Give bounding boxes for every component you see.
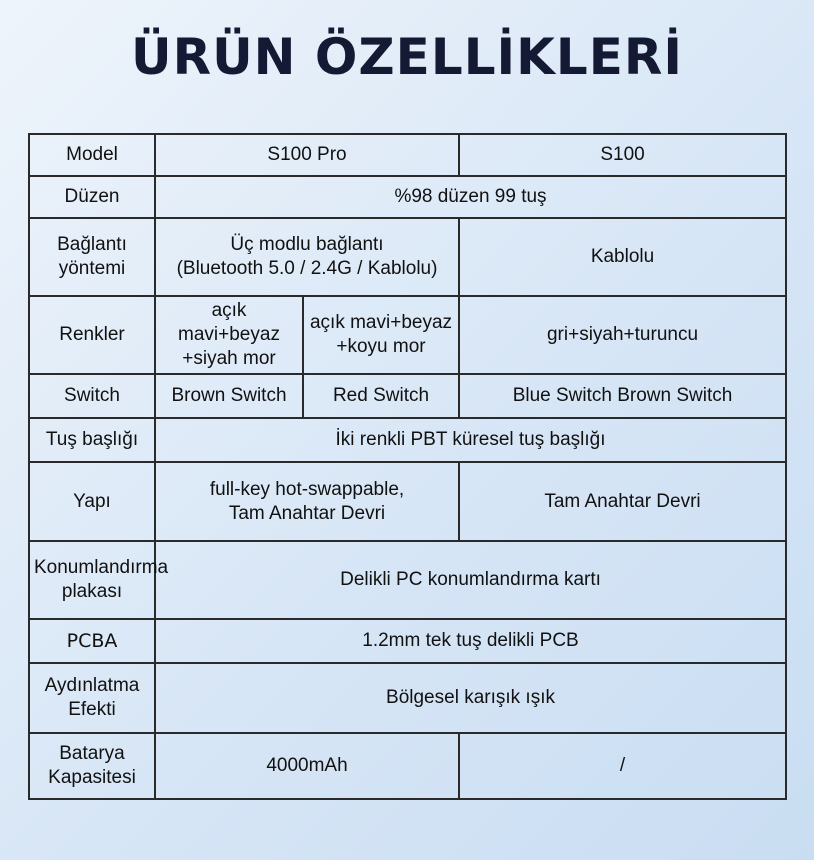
switch-brown: Brown Switch	[155, 374, 303, 418]
row-label-switch: Switch	[29, 374, 155, 418]
duzen-value: %98 düzen 99 tuş	[155, 176, 786, 218]
value-line: Üç modlu bağlantı	[230, 234, 384, 255]
yapi-s100: Tam Anahtar Devri	[459, 462, 786, 541]
row-label-renkler: Renkler	[29, 296, 155, 374]
label-line: Aydınlatma	[44, 675, 140, 696]
table-row	[29, 418, 786, 462]
row-label-batarya	[29, 733, 155, 799]
row-label-aydinlatma	[29, 663, 155, 733]
row-label-pcba: PCBA	[29, 619, 155, 663]
value-line: +koyu mor	[336, 336, 426, 357]
label-line: plakası	[61, 581, 123, 602]
switch-red: Red Switch	[303, 374, 459, 418]
row-label-yapi: Yapı	[29, 462, 155, 541]
table-row	[29, 462, 786, 541]
row-label-tus-basligi: Tuş başlığı	[29, 418, 155, 462]
header-s100: S100	[459, 134, 786, 176]
renk-red	[303, 296, 459, 374]
value-line: Tam Anahtar Devri	[228, 502, 386, 524]
value-line: full-key hot-swappable,	[209, 478, 405, 500]
value-line: açık mavi+beyaz	[309, 312, 453, 333]
renk-brown	[155, 296, 303, 374]
aydinlatma-value: Bölgesel karışık ışık	[155, 663, 786, 733]
baglanti-s100: Kablolu	[459, 218, 786, 296]
row-label-duzen: Düzen	[29, 176, 155, 218]
header-s100-pro: S100 Pro	[155, 134, 459, 176]
renk-s100: gri+siyah+turuncu	[459, 296, 786, 374]
table-row	[29, 374, 786, 418]
table-row	[29, 176, 786, 218]
row-label-model: Model	[29, 134, 155, 176]
yapi-s100-pro	[155, 462, 459, 541]
switch-s100: Blue Switch Brown Switch	[459, 374, 786, 418]
batarya-s100-pro: 4000mAh	[155, 733, 459, 799]
batarya-s100: /	[459, 733, 786, 799]
table-row	[29, 619, 786, 663]
label-line: Kapasitesi	[48, 767, 136, 788]
pcba-value: 1.2mm tek tuş delikli PCB	[155, 619, 786, 663]
spec-table	[28, 133, 787, 800]
label-line: Konumlandırma	[34, 557, 169, 578]
konumlandirma-value: Delikli PC konumlandırma kartı	[155, 541, 786, 619]
value-line: (Bluetooth 5.0 / 2.4G / Kablolu)	[176, 258, 438, 279]
tus-basligi-value: İki renkli PBT küresel tuş başlığı	[155, 418, 786, 462]
table-row	[29, 733, 786, 799]
table-row	[29, 663, 786, 733]
table-row	[29, 134, 786, 176]
value-line: +siyah mor	[182, 348, 276, 369]
label-line: Bağlantı	[57, 234, 127, 255]
table-row	[29, 541, 786, 619]
label-line: Batarya	[59, 743, 125, 764]
table-row	[29, 296, 786, 374]
baglanti-s100-pro	[155, 218, 459, 296]
value-line: açık mavi+beyaz	[178, 300, 280, 345]
row-label-baglanti	[29, 218, 155, 296]
table-row	[29, 218, 786, 296]
row-label-konumlandirma	[29, 541, 169, 619]
label-line: Efekti	[68, 699, 116, 720]
page-title: ÜRÜN ÖZELLİKLERİ	[130, 28, 684, 86]
label-line: yöntemi	[58, 258, 126, 279]
